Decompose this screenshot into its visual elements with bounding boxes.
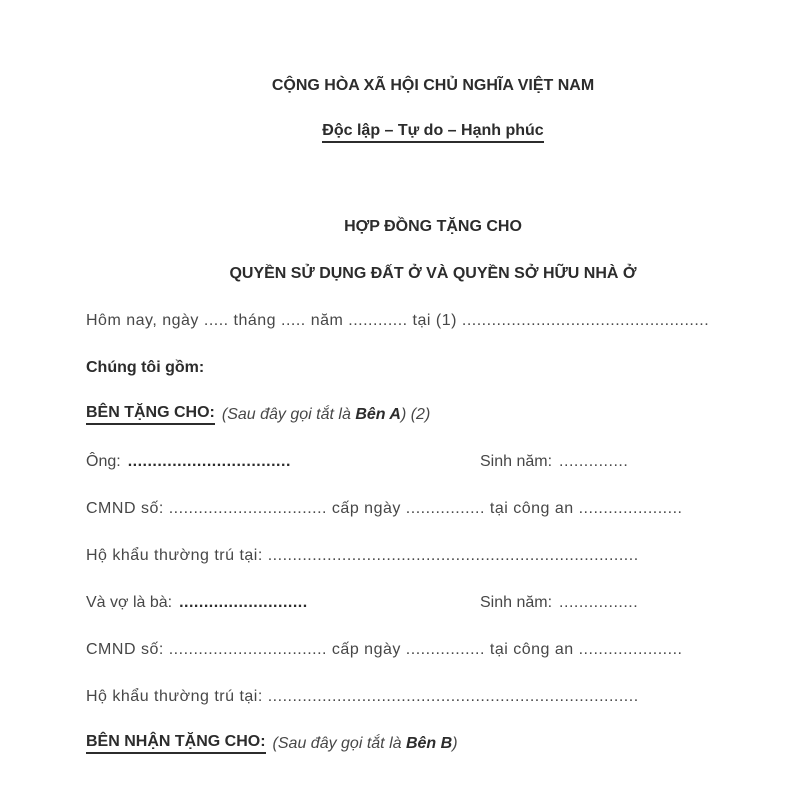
- donor-husband-birth-field: [480, 453, 628, 471]
- date-place-row: [86, 297, 780, 344]
- party-b-note-prefix: (Sau đây gọi tắt là: [272, 734, 406, 752]
- donor-wife-label: Và vợ là bà:: [86, 593, 173, 611]
- donor-husband-birth-dots: ..............: [559, 452, 629, 470]
- party-a-note-suffix: ) (2): [400, 405, 431, 423]
- party-a-note-name: Bên A: [355, 405, 401, 423]
- donor-wife-residence-line: Hộ khẩu thường trú tại: ...........................................................................: [86, 687, 639, 705]
- party-b-note-name: Bên B: [405, 734, 453, 752]
- parties-intro-row: [86, 344, 780, 391]
- contract-subtitle-row: [86, 250, 780, 297]
- parties-intro-label: Chúng tôi gồm:: [86, 358, 205, 376]
- donor-wife-name-field: [86, 594, 480, 612]
- party-a-heading-row: [86, 391, 780, 438]
- spacer-line: [86, 156, 780, 203]
- party-a-note-prefix: (Sau đây gọi tắt là: [221, 405, 356, 423]
- donor-wife-id-row: [86, 626, 780, 673]
- donor-husband-id-line: CMND số: ................................ cấp ngày ................ tại công an .....................: [86, 499, 683, 517]
- donor-wife-name-dots: ..........................: [179, 593, 308, 611]
- donor-husband-residence-row: [86, 532, 780, 579]
- party-a-heading: BÊN TẶNG CHO:: [86, 404, 215, 425]
- national-header-row: [86, 62, 780, 109]
- donor-husband-id-row: [86, 485, 780, 532]
- party-a-note: [222, 406, 430, 424]
- contract-title: HỢP ĐỒNG TẶNG CHO: [344, 217, 522, 235]
- donor-wife-residence-row: [86, 673, 780, 720]
- national-motto: Độc lập – Tự do – Hạnh phúc: [322, 122, 543, 143]
- donor-husband-residence-line: Hộ khẩu thường trú tại: ...........................................................................: [86, 546, 639, 564]
- party-b-note-suffix: ): [452, 734, 458, 752]
- party-b-heading: BÊN NHẬN TẶNG CHO:: [86, 733, 266, 754]
- donor-husband-row: [86, 438, 780, 485]
- donor-husband-name-dots: .................................: [127, 452, 291, 470]
- date-place-line: Hôm nay, ngày ..... tháng ..... năm ............ tại (1) ..................................................: [86, 311, 710, 329]
- contract-title-row: [86, 203, 780, 250]
- party-b-heading-row: [86, 720, 780, 767]
- national-motto-row: [86, 109, 780, 156]
- donor-wife-birth-label: Sinh năm:: [480, 593, 553, 611]
- donor-wife-row: [86, 579, 780, 626]
- donor-husband-birth-label: Sinh năm:: [480, 452, 553, 470]
- donor-husband-name-field: [86, 453, 480, 471]
- donor-husband-label: Ông:: [86, 452, 121, 470]
- donor-wife-birth-field: [480, 594, 638, 612]
- party-b-note: [273, 735, 458, 753]
- donor-wife-birth-dots: ................: [559, 593, 639, 611]
- contract-subtitle: QUYỀN SỬ DỤNG ĐẤT Ở VÀ QUYỀN SỞ HỮU NHÀ Ở: [229, 264, 637, 282]
- national-title: CỘNG HÒA XÃ HỘI CHỦ NGHĨA VIỆT NAM: [271, 76, 595, 94]
- donor-wife-id-line: CMND số: ................................ cấp ngày ................ tại công an .....................: [86, 640, 683, 658]
